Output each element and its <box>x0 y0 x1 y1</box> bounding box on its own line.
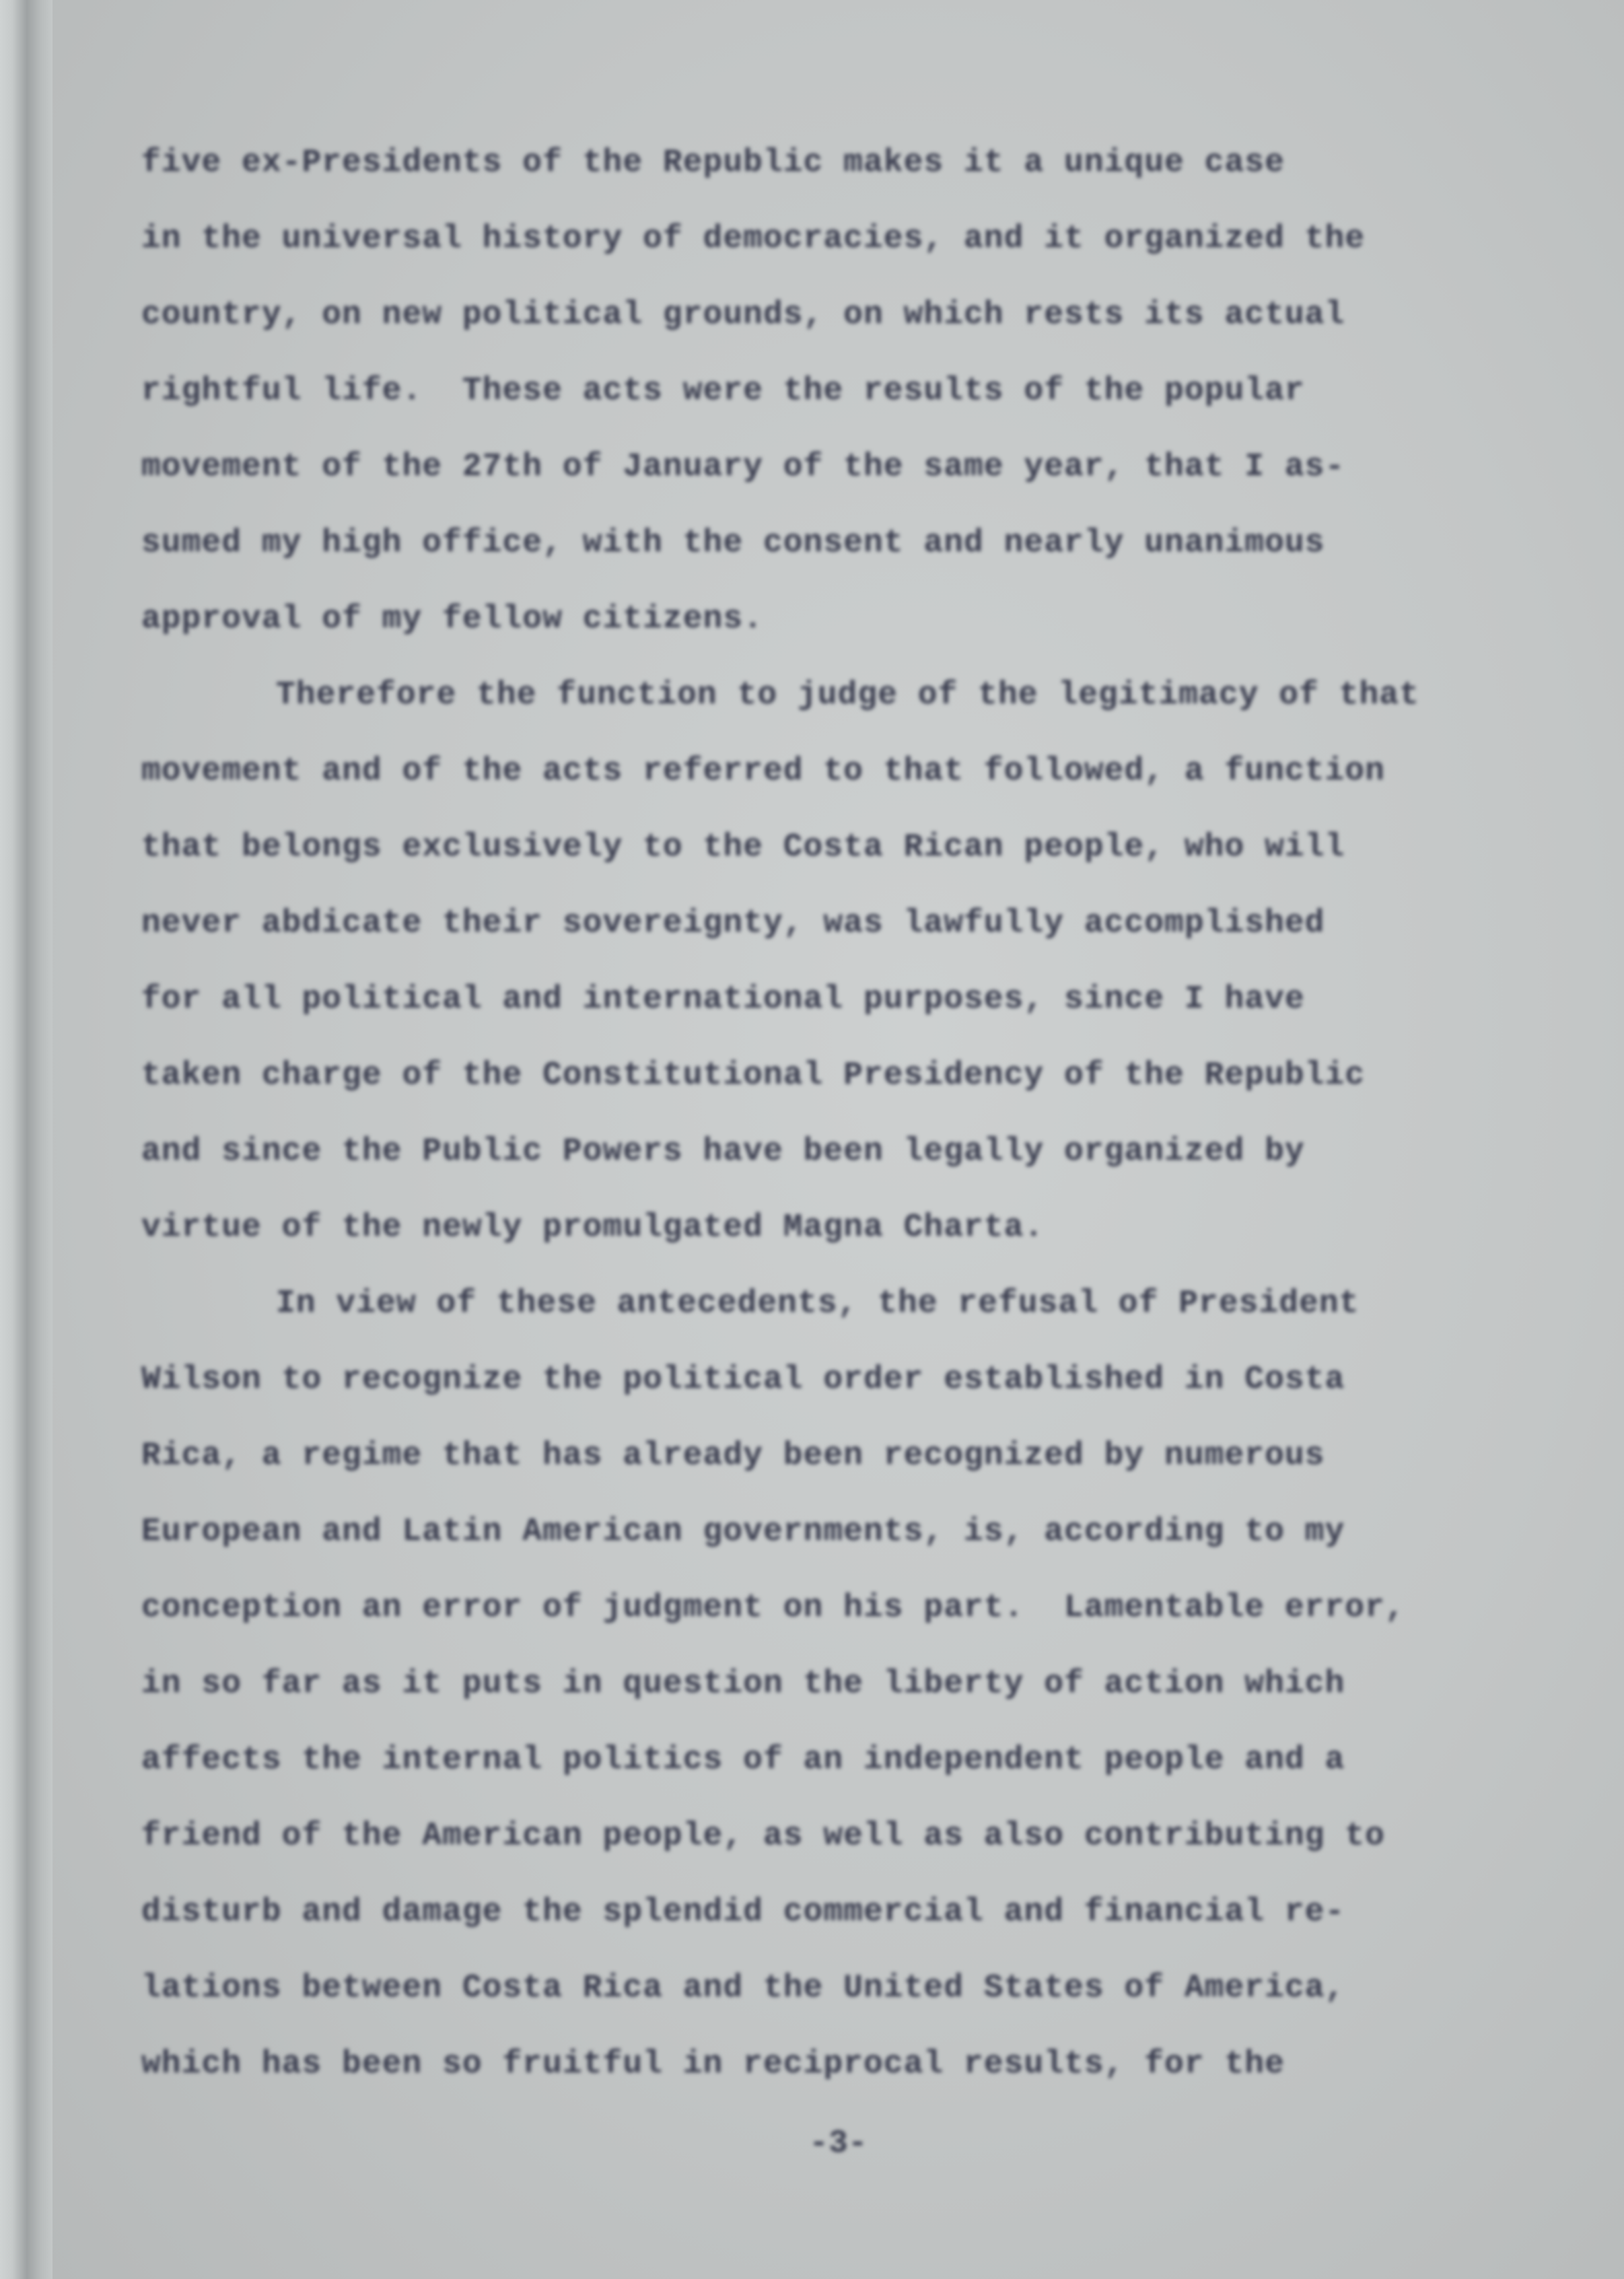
text-line: in so far as it puts in question the liberty of action which <box>141 1666 1345 1702</box>
text-line: and since the Public Powers have been legally organized by <box>141 1133 1305 1170</box>
paragraph-start-line: In view of these antecedents, the refusal of President <box>276 1286 1360 1322</box>
text-line: Rica, a regime that has already been recognized by numerous <box>141 1438 1325 1474</box>
text-line: European and Latin American governments, is, according to my <box>141 1514 1345 1550</box>
text-line: lations between Costa Rica and the United States of America, <box>141 1970 1345 2006</box>
text-line: for all political and international purposes, since I have <box>141 981 1305 1018</box>
text-line: sumed my high office, with the consent and nearly unanimous <box>141 525 1325 561</box>
text-line: disturb and damage the splendid commercial and financial re- <box>141 1894 1345 1930</box>
text-line: never abdicate their sovereignty, was lawfully accomplished <box>141 905 1325 942</box>
text-line: taken charge of the Constitutional Presidency of the Republic <box>141 1057 1366 1094</box>
paragraph-start-line: Therefore the function to judge of the legitimacy of that <box>276 677 1419 713</box>
text-line: which has been so fruitful in reciprocal results, for the <box>141 2046 1285 2082</box>
text-line: movement and of the acts referred to that followed, a function <box>141 753 1385 790</box>
text-line: five ex-Presidents of the Republic makes it a unique case <box>141 145 1285 181</box>
text-line: approval of my fellow citizens. <box>141 601 763 637</box>
text-line: affects the internal politics of an independent people and a <box>141 1742 1345 1778</box>
body-text <box>141 125 1528 2103</box>
text-line: virtue of the newly promulgated Magna Charta. <box>141 1209 1045 1246</box>
page-number: -3- <box>809 2126 868 2162</box>
text-line: rightful life. These acts were the results of the popular <box>141 373 1305 409</box>
text-line: Wilson to recognize the political order established in Costa <box>141 1362 1345 1398</box>
text-line: movement of the 27th of January of the same year, that I as- <box>141 449 1345 485</box>
text-line: that belongs exclusively to the Costa Rican people, who will <box>141 829 1345 866</box>
document-page <box>52 0 1624 2279</box>
text-line: friend of the American people, as well as also contributing to <box>141 1818 1385 1854</box>
text-line: conception an error of judgment on his part. Lamentable error, <box>141 1590 1405 1626</box>
text-line: in the universal history of democracies, and it organized the <box>141 221 1366 257</box>
scan-edge <box>0 0 52 2279</box>
text-line: country, on new political grounds, on which rests its actual <box>141 297 1345 333</box>
